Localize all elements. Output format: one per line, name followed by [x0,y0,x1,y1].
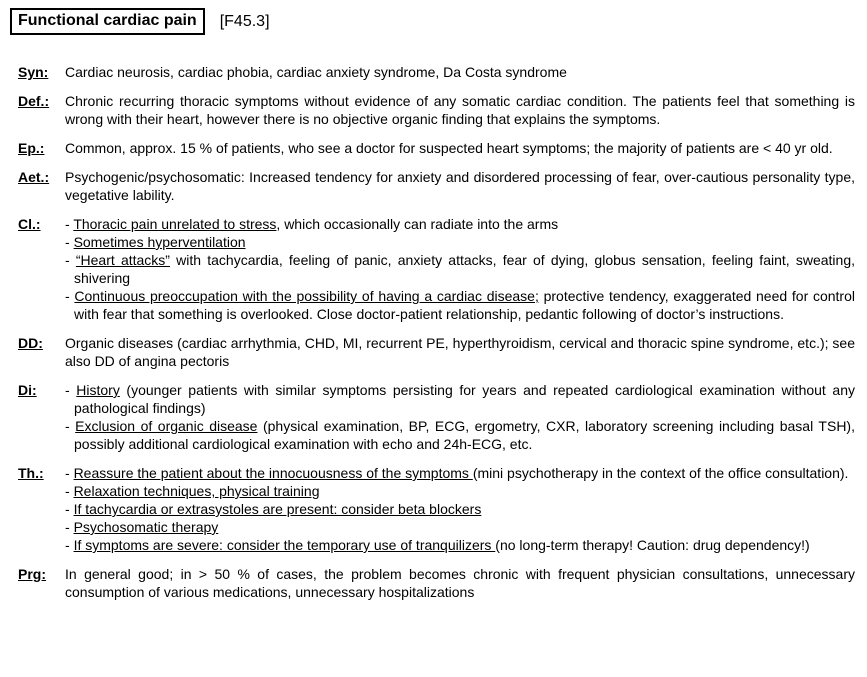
section-th [18,464,855,554]
bullet-dash: - [65,234,74,250]
section-content-aet [65,168,855,204]
text-segment: Psychogenic/psychosomatic: Increased tendency for anxiety and disordered processing of fear, over-cautious personality type, vegetative lability. [65,169,855,203]
section-label-ep: Ep.: [18,140,45,156]
bullet-item [65,536,855,554]
bullet-item [65,482,855,500]
bullet-item [65,233,855,251]
section-content-syn [65,63,855,81]
bullet-item [65,464,855,482]
text-segment: (younger patients with similar symptoms persisting for years and repeated cardiological examination without any pathological findings) [74,382,855,416]
paragraph [65,334,855,370]
underlined-text: Continuous preoccupation with the possibility of having a cardiac disease; [74,288,539,304]
bullet-item [65,500,855,518]
underlined-text: History [76,382,120,398]
bullet-dash: - [65,288,75,304]
bullet-dash: - [65,537,74,553]
underlined-text: Relaxation techniques, physical training [73,483,320,499]
text-segment: Cardiac neurosis, cardiac phobia, cardiac anxiety syndrome, Da Costa syndrome [65,64,567,80]
text-segment: protective tendency, exaggerated need for control with fear that something is overlooked. Close doctor-patient relationship, pedantic following of doctor’s instructions. [74,288,855,322]
text-segment: (physical examination, BP, ECG, ergometry, CXR, laboratory screening including basal TSH), possibly additional cardiological examination with echo and 24h-ECG, etc. [74,418,855,452]
section-dd [18,334,855,370]
underlined-text: Sometimes hyperventilation [73,234,246,250]
title-row [10,8,855,35]
section-label-di: Di: [18,382,37,398]
text-segment: , which occasionally can radiate into the arms [276,216,559,232]
section-content-prg [65,565,855,601]
sections [10,63,855,601]
underlined-text: Exclusion of organic disease [75,418,258,434]
underlined-text: “Heart attacks” [75,252,170,268]
text-segment: Chronic recurring thoracic symptoms without evidence of any somatic cardiac condition. The patients feel that something is wrong with their heart, however there is no objective organic finding that explains the symptoms. [65,93,855,127]
underlined-text: Psychosomatic therapy [73,519,219,535]
paragraph [65,92,855,128]
bullet-dash: - [65,465,74,481]
bullet-item [65,417,855,453]
paragraph [65,565,855,601]
bullet-item [65,518,855,536]
underlined-text: If tachycardia or extrasystoles are present: consider beta blockers [73,501,482,517]
section-label-dd: DD: [18,335,43,351]
bullet-dash: - [65,483,74,499]
bullet-dash: - [65,418,76,434]
bullet-item [65,251,855,287]
bullet-dash: - [65,252,76,268]
section-label-prg: Prg: [18,566,46,582]
underlined-text: If symptoms are severe: consider the temporary use of tranquilizers [73,537,496,553]
section-label-cl: Cl.: [18,216,41,232]
section-content-def [65,92,855,128]
section-label-def: Def.: [18,93,50,109]
text-segment: Common, approx. 15 % of patients, who see a doctor for suspected heart symptoms; the majority of patients are < 40 yr old. [65,140,833,156]
section-label-syn: Syn: [18,64,49,80]
section-content-di [65,381,855,453]
underlined-text: Thoracic pain unrelated to stress [73,216,277,232]
text-segment: In general good; in > 50 % of cases, the problem becomes chronic with frequent physician consultations, unnecessary consumption of various medications, unnecessary hospitalizations [65,566,855,600]
section-di [18,381,855,453]
paragraph [65,63,855,81]
paragraph [65,168,855,204]
page-title: Functional cardiac pain [10,8,205,35]
text-segment: with tachycardia, feeling of panic, anxiety attacks, fear of dying, globus sensation, feeling faint, sweating, shivering [74,252,855,286]
bullet-dash: - [65,382,77,398]
bullet-item [65,287,855,323]
text-segment: (no long-term therapy! Caution: drug dependency!) [495,537,810,553]
section-prg [18,565,855,601]
bullet-dash: - [65,519,74,535]
section-content-dd [65,334,855,370]
bullet-item [65,215,855,233]
bullet-item [65,381,855,417]
underlined-text: Reassure the patient about the innocuousness of the symptoms [73,465,473,481]
bullet-dash: - [65,216,74,232]
section-label-th: Th.: [18,465,44,481]
section-syn [18,63,855,81]
section-label-aet: Aet.: [18,169,50,185]
section-content-th [65,464,855,554]
section-ep [18,139,855,157]
section-content-ep [65,139,855,157]
section-aet [18,168,855,204]
section-def [18,92,855,128]
section-cl [18,215,855,323]
section-content-cl [65,215,855,323]
text-segment: (mini psychotherapy in the context of the office consultation). [472,465,849,481]
text-segment: Organic diseases (cardiac arrhythmia, CHD, MI, recurrent PE, hyperthyroidism, cervical and thoracic spine syndrome, etc.); see also DD of angina pectoris [65,335,855,369]
paragraph [65,139,855,157]
bullet-dash: - [65,501,74,517]
icd-code: [F45.3] [219,12,270,30]
